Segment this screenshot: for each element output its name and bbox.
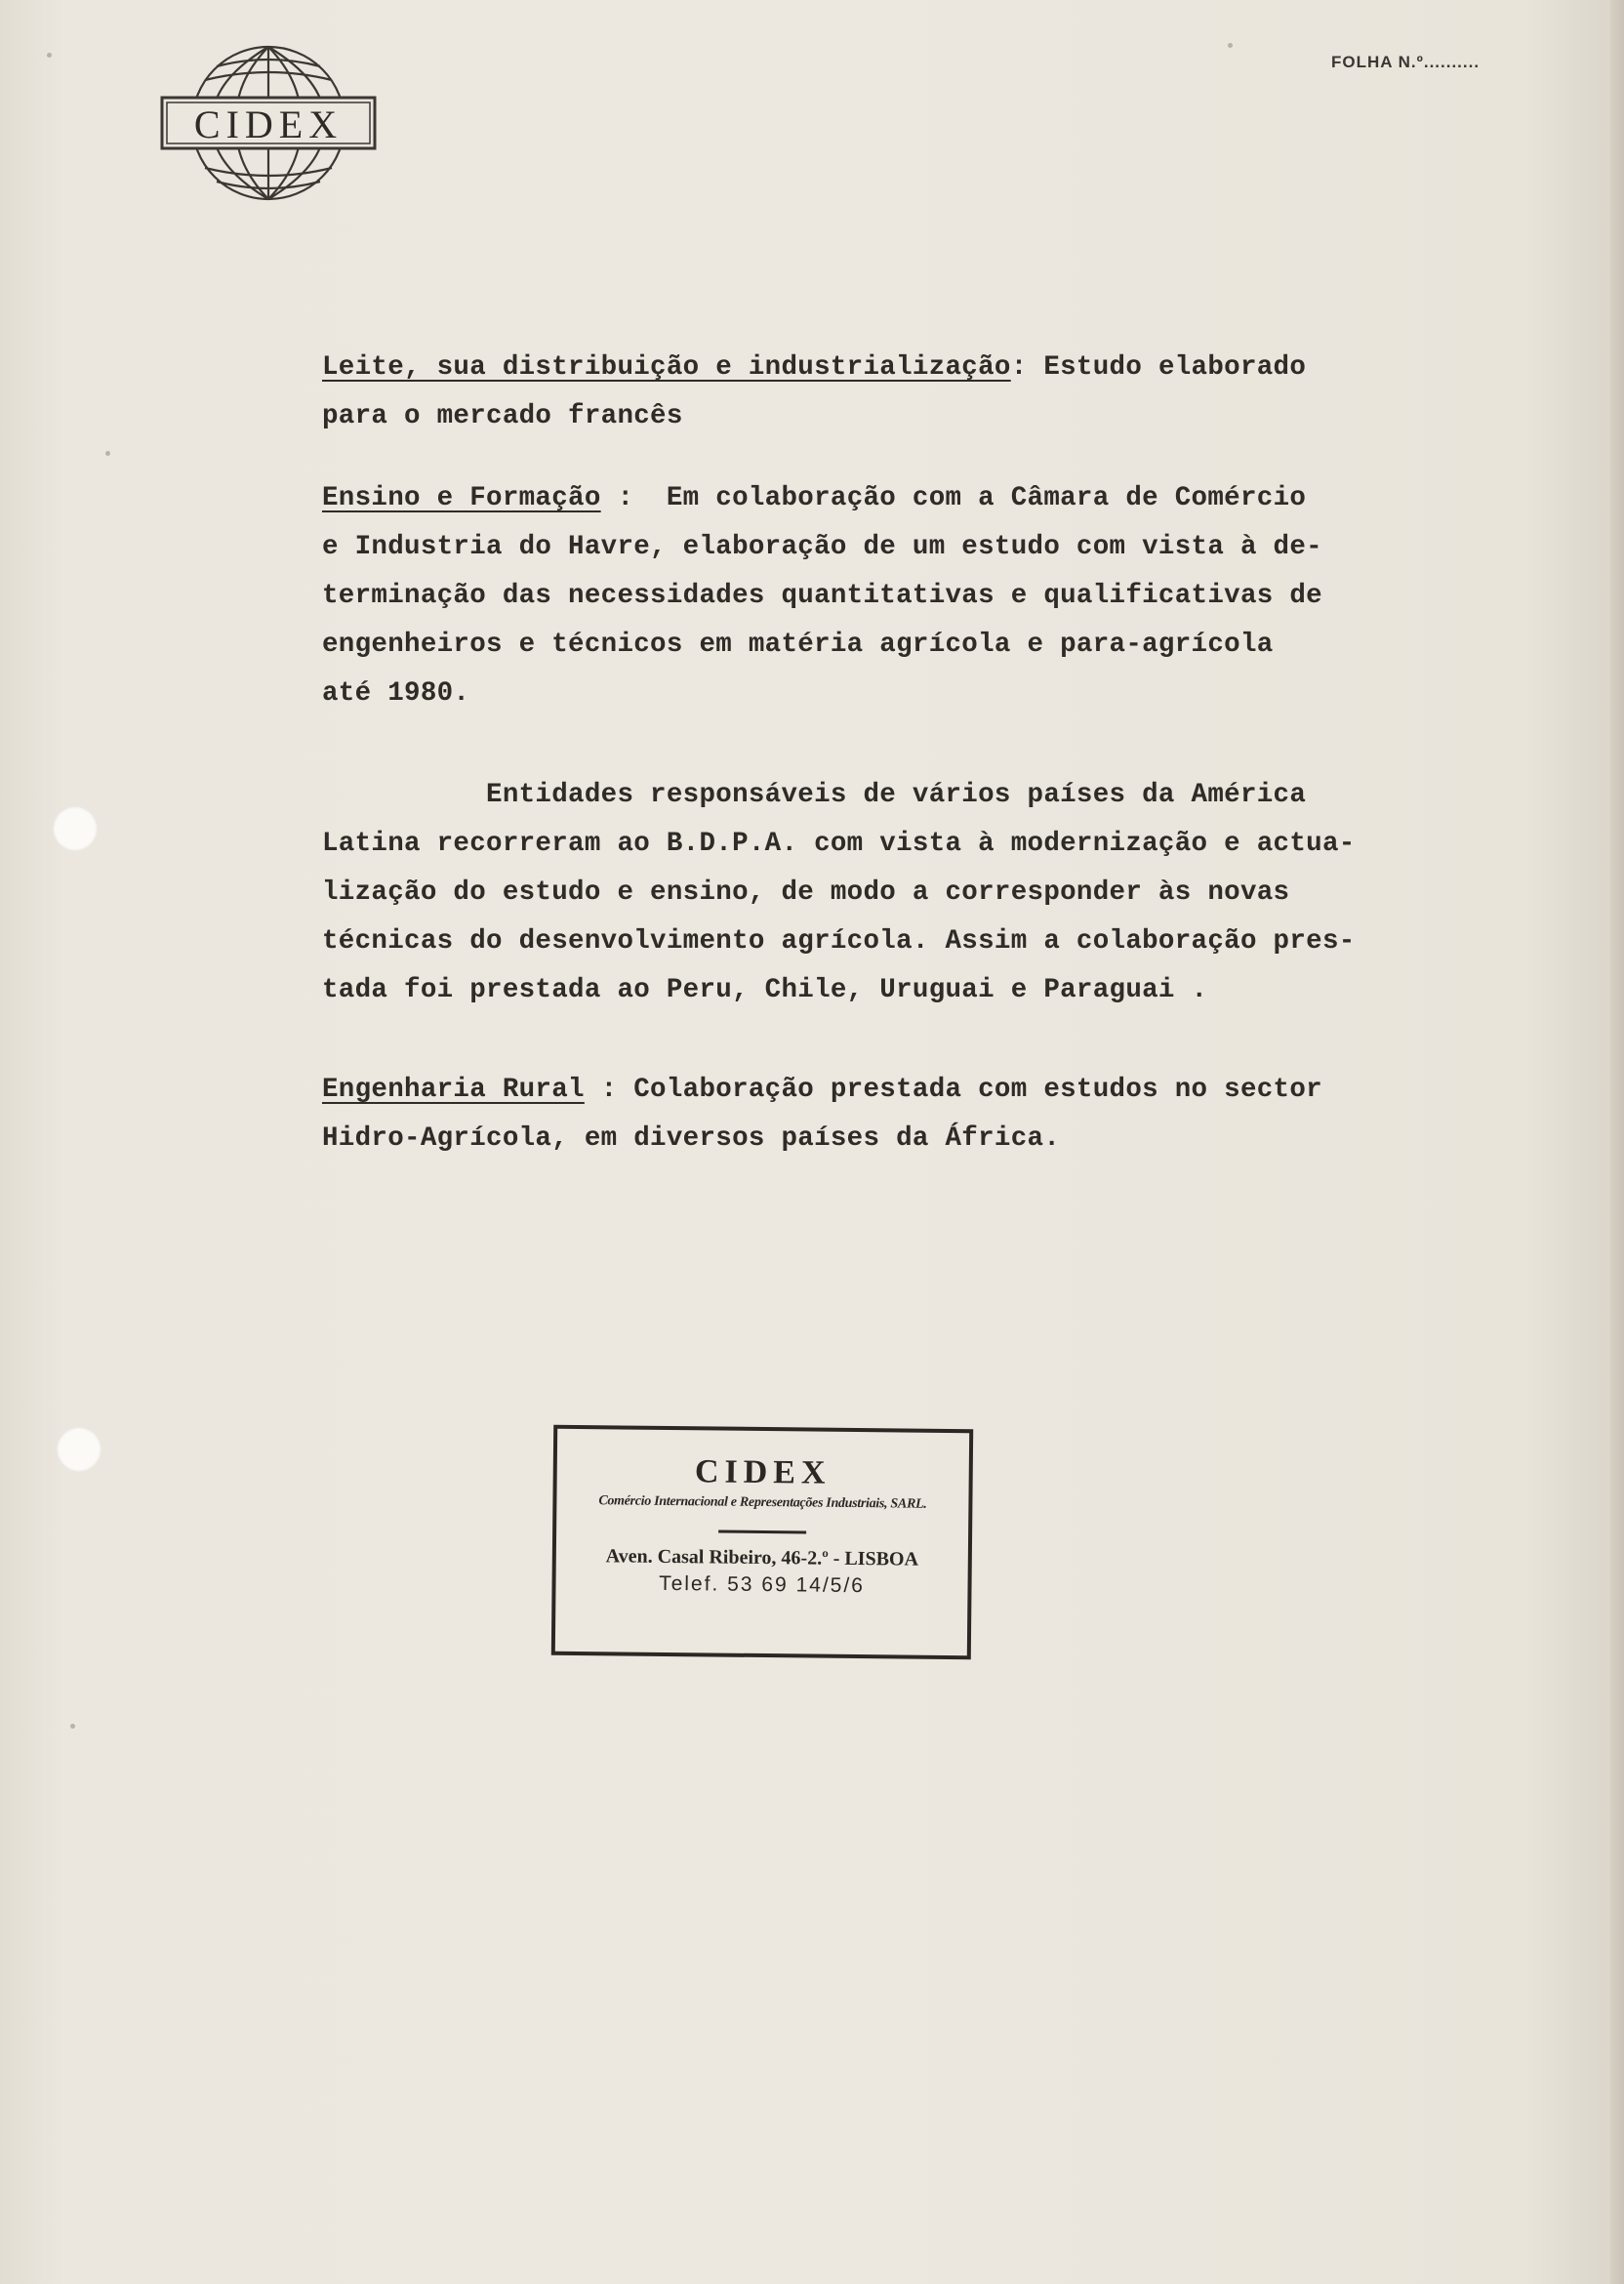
text-line: Hidro-Agrícola, em diversos países da África.: [322, 1123, 1061, 1154]
stamp-title: CIDEX: [694, 1453, 832, 1491]
paper-speck: [70, 1724, 75, 1729]
stamp-address: Aven. Casal Ribeiro, 46-2.º - LISBOA: [605, 1545, 919, 1570]
company-stamp: [551, 1425, 973, 1659]
section-heading: Ensino e Formação: [322, 483, 601, 513]
text-line: : Colaboração prestada com estudos no sector: [584, 1075, 1322, 1105]
text-line: até 1980.: [322, 678, 470, 709]
page-edge-shadow: [1610, 0, 1624, 2284]
text-line: terminação das necessidades quantitativas e qualificativas de: [322, 581, 1322, 611]
stamp-phone: Telef. 53 69 14/5/6: [659, 1571, 866, 1598]
text-line: lização do estudo e ensino, de modo a corresponder às novas: [322, 877, 1290, 908]
stamp-subtitle: Comércio Internacional e Representações Industriais, SARL.: [598, 1493, 927, 1512]
punch-hole-top: [53, 806, 98, 851]
text-line: técnicas do desenvolvimento agrícola. Assim a colaboração pres-: [322, 926, 1356, 957]
paper-speck: [1228, 43, 1233, 48]
cidex-logo: [156, 43, 381, 209]
text-line: Latina recorreram ao B.D.P.A. com vista à modernização e actua-: [322, 829, 1356, 859]
text-line: para o mercado francês: [322, 401, 683, 431]
sheet-number-label: FOLHA N.º..........: [1331, 53, 1481, 71]
section-heading: Leite, sua distribuição e industrialização: [322, 352, 1011, 383]
text-line: engenheiros e técnicos em matéria agrícola e para-agrícola: [322, 630, 1274, 660]
text-line: Entidades responsáveis de vários países da América: [322, 780, 1307, 810]
text-line: : Estudo elaborado: [1010, 352, 1307, 383]
text-line: : Em colaboração com a Câmara de Comércio: [600, 483, 1307, 513]
text-line: tada foi prestada ao Peru, Chile, Uruguai e Paraguai .: [322, 975, 1208, 1005]
section-heading: Engenharia Rural: [322, 1075, 585, 1105]
text-line: e Industria do Havre, elaboração de um estudo com vista à de-: [322, 532, 1322, 562]
paper-speck: [105, 451, 110, 456]
section-leite: [322, 344, 1591, 441]
section-entidades: [322, 771, 1591, 1015]
paper-speck: [47, 53, 52, 58]
section-engenharia: [322, 1066, 1591, 1163]
logo-text: CIDEX: [193, 102, 344, 146]
section-ensino: [322, 474, 1591, 718]
punch-hole-bottom: [57, 1427, 102, 1472]
stamp-divider: [718, 1530, 806, 1534]
